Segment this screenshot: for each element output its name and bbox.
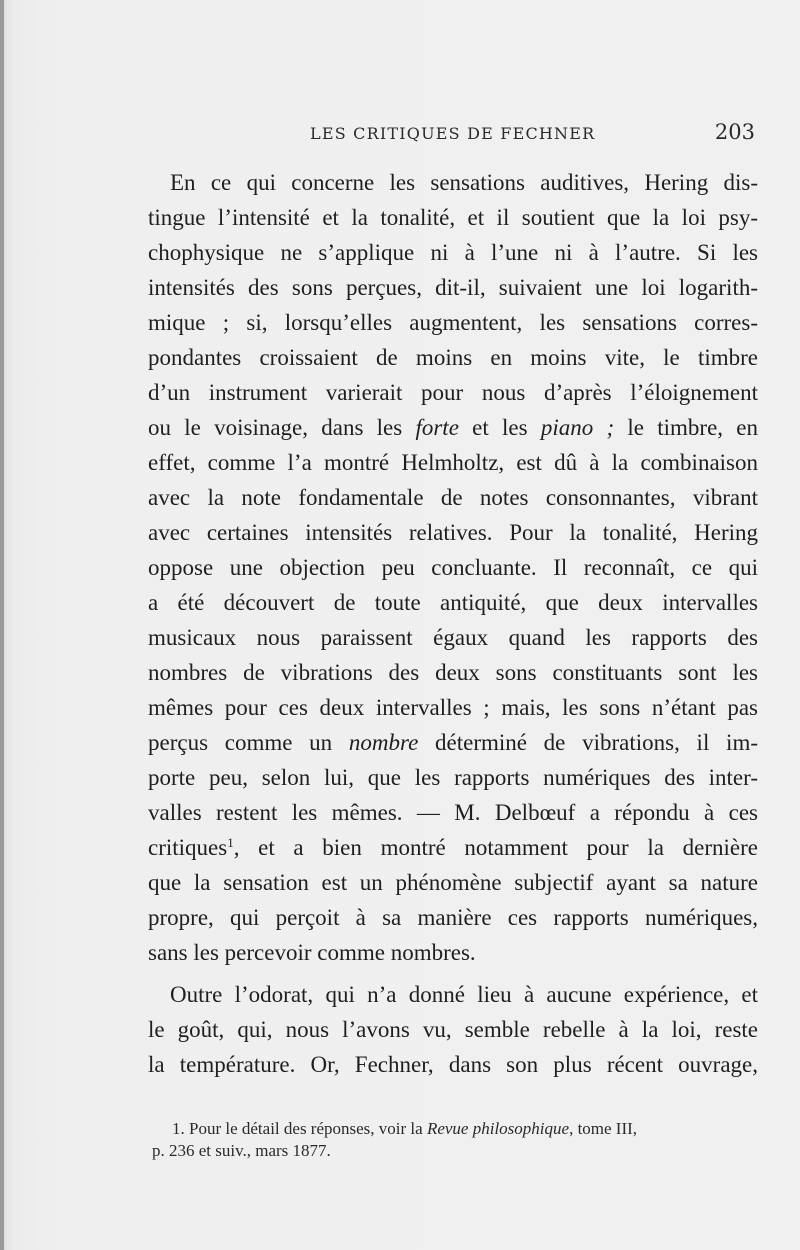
- page-number: 203: [714, 120, 755, 144]
- footnote-line: [172, 1118, 760, 1140]
- italic-term-nombre: nombre: [348, 730, 419, 755]
- text-line: tingue l’intensité et la tonalité, et il soutient que la loi psy-: [148, 205, 758, 230]
- text-line: chophysique ne s’applique ni à l’une ni à l’autre. Si les: [148, 240, 758, 265]
- text-line: musicaux nous paraissent égaux quand les rapports des: [148, 625, 758, 650]
- text-segment: le timbre, en: [614, 415, 758, 440]
- text-line: d’un instrument varierait pour nous d’après l’éloignement: [148, 380, 758, 405]
- text-line: porte peu, selon lui, que les rapports numériques des inter-: [148, 765, 758, 790]
- text-line: nombres de vibrations des deux sons constituants sont les: [148, 660, 758, 685]
- page-binding-edge: [0, 0, 4, 1250]
- text-line: mêmes pour ces deux intervalles ; mais, les sons n’étant pas: [148, 695, 758, 720]
- text-line: effet, comme l’a montré Helmholtz, est dû à la combinaison: [148, 450, 758, 475]
- text-segment: perçus comme un: [148, 730, 349, 755]
- text-line: que la sensation est un phénomène subjectif ayant sa nature: [148, 870, 758, 895]
- text-line: [148, 833, 758, 863]
- text-line: avec certaines intensités relatives. Pour la tonalité, Hering: [148, 520, 758, 545]
- text-line: En ce qui concerne les sensations auditives, Hering dis-: [170, 170, 758, 195]
- text-line: la température. Or, Fechner, dans son plus récent ouvrage,: [148, 1052, 758, 1077]
- text-line: [148, 413, 758, 443]
- text-segment: et les: [458, 415, 541, 440]
- text-line: propre, qui perçoit à sa manière ces rapports numériques,: [148, 905, 758, 930]
- text-line: mique ; si, lorsqu’elles augmentent, les sensations corres-: [148, 310, 758, 335]
- running-title: LES CRITIQUES DE FECHNER: [310, 124, 596, 143]
- footnote-line: p. 236 et suiv., mars 1877.: [152, 1141, 331, 1160]
- text-segment: , tome III,: [569, 1119, 638, 1138]
- italic-term-forte: forte: [415, 415, 459, 440]
- text-line: [148, 728, 758, 758]
- text-line: valles restent les mêmes. — M. Delbœuf a répondu à ces: [148, 800, 758, 825]
- text-line: Outre l’odorat, qui n’a donné lieu à aucune expérience, et: [170, 982, 758, 1007]
- italic-term-piano: piano ;: [540, 415, 615, 440]
- running-header: [310, 120, 755, 150]
- text-segment: ou le voisinage, dans les: [148, 415, 416, 440]
- text-line: le goût, qui, nous l’avons vu, semble rebelle à la loi, reste: [148, 1017, 758, 1042]
- text-segment: , et a bien montré notamment pour la dernière: [233, 835, 758, 860]
- text-line: sans les percevoir comme nombres.: [148, 940, 476, 965]
- journal-title: Revue philosophique: [426, 1119, 570, 1138]
- text-line: a été découvert de toute antiquité, que deux intervalles: [148, 590, 758, 615]
- text-segment: déterminé de vibrations, il im-: [418, 730, 758, 755]
- text-line: avec la note fondamentale de notes consonnantes, vibrant: [148, 485, 758, 510]
- text-segment: critiques: [148, 835, 228, 860]
- text-line: oppose une objection peu concluante. Il reconnaît, ce qui: [148, 555, 758, 580]
- text-segment: 1. Pour le détail des réponses, voir la: [172, 1119, 427, 1138]
- text-line: intensités des sons perçues, dit-il, suivaient une loi logarith-: [148, 275, 758, 300]
- text-line: pondantes croissaient de moins en moins vite, le timbre: [148, 345, 758, 370]
- footnote-marker: 1: [227, 835, 234, 850]
